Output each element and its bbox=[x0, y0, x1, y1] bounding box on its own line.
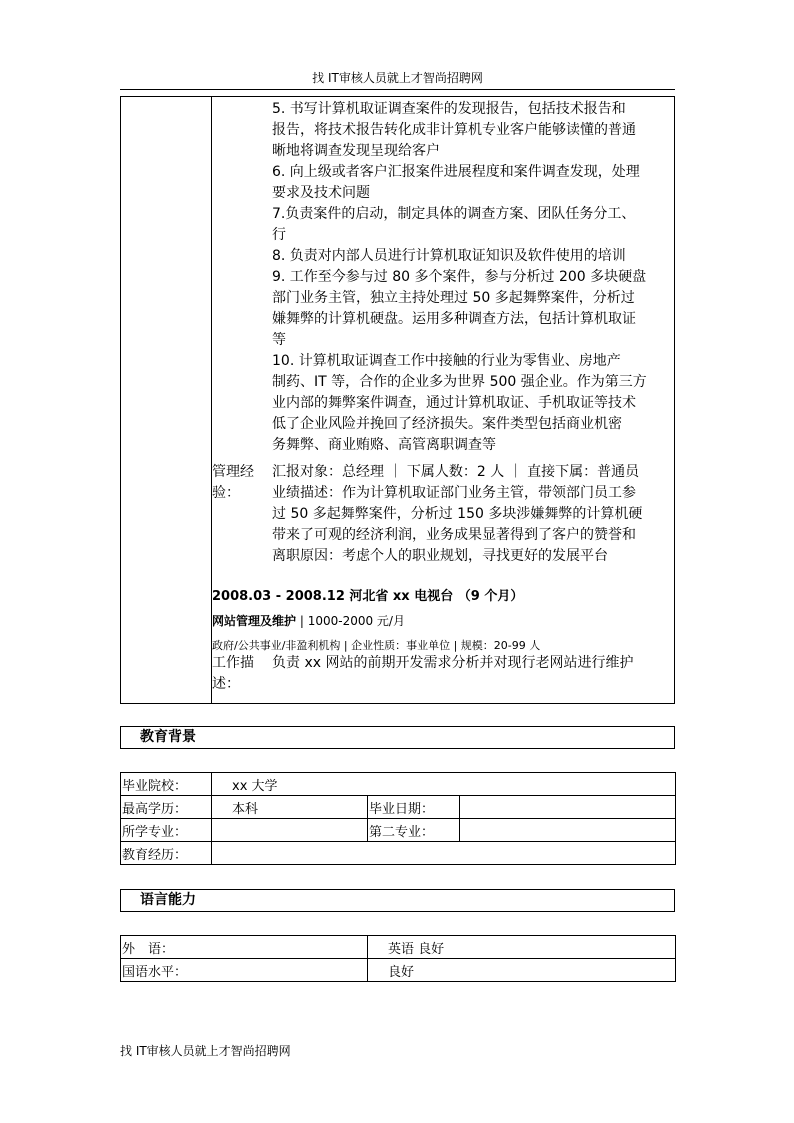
duty-line: 务舞弊、商业贿赂、高管离职调查等 bbox=[272, 437, 496, 453]
major-label: 所学专业： bbox=[121, 819, 212, 842]
management-line: 离职原因：考虑个人的职业规划，寻找更好的发展平台 bbox=[272, 548, 608, 564]
duty-line: 要求及技术问题 bbox=[272, 185, 370, 201]
duty-line: 业内部的舞弊案件调查，通过计算机取证、手机取证等技术 bbox=[272, 395, 636, 411]
management-label: 管理经 bbox=[212, 464, 254, 480]
table-row bbox=[121, 796, 676, 819]
second-major-label: 第二专业： bbox=[368, 819, 460, 842]
job-desc-label: 工作描 bbox=[212, 655, 254, 671]
work-experience-table bbox=[120, 96, 675, 704]
job-desc-label-cont: 述： bbox=[212, 676, 240, 692]
job-position bbox=[212, 612, 405, 629]
table-row bbox=[121, 819, 676, 842]
duty-line: 行 bbox=[272, 227, 286, 243]
table-row bbox=[121, 936, 676, 959]
language-section-title: 语言能力 bbox=[120, 889, 675, 912]
job-title: 2008.03 - 2008.12 河北省 xx 电视台 （9 个月） bbox=[212, 589, 524, 604]
duty-line: 9. 工作至今参与过 80 多个案件，参与分析过 200 多块硬盘 bbox=[272, 269, 647, 285]
education-section-title: 教育背景 bbox=[120, 726, 675, 749]
table-row bbox=[121, 959, 676, 982]
school-value: xx 大学 bbox=[212, 773, 676, 796]
language-table bbox=[120, 935, 676, 982]
degree-label: 最高学历： bbox=[121, 796, 212, 819]
job-desc: 负责 xx 网站的前期开发需求分析并对现行老网站进行维护 bbox=[272, 655, 634, 671]
foreign-language-value: 英语 良好 bbox=[368, 936, 676, 959]
grad-date-value bbox=[460, 796, 676, 819]
duty-line: 嫌舞弊的计算机硬盘。运用多种调查方法，包括计算机取证 bbox=[272, 311, 636, 327]
management-line: 带来了可观的经济利润，业务成果显著得到了客户的赞誉和 bbox=[272, 527, 636, 543]
duty-line: 8. 负责对内部人员进行计算机取证知识及软件使用的培训 bbox=[272, 248, 626, 264]
duty-line: 10. 计算机取证调查工作中接触的行业为零售业、房地产 bbox=[272, 353, 621, 369]
job-meta: 政府/公共事业/非盈利机构 | 企业性质：事业单位 | 规模：20-99 人 bbox=[212, 639, 541, 652]
major-value bbox=[212, 819, 368, 842]
duty-line: 晰地将调查发现呈现给客户 bbox=[272, 143, 440, 159]
salary: | 1000-2000 元/月 bbox=[299, 614, 405, 628]
duty-line: 报告，将技术报告转化成非计算机专业客户能够读懂的普通 bbox=[272, 122, 636, 138]
table-row bbox=[121, 773, 676, 796]
mandarin-value: 良好 bbox=[368, 959, 676, 982]
header-rule bbox=[120, 89, 675, 90]
history-label: 教育经历： bbox=[121, 842, 212, 865]
duty-line: 等 bbox=[272, 332, 286, 348]
school-label: 毕业院校： bbox=[121, 773, 212, 796]
management-line: 过 50 多起舞弊案件，分析过 150 多块涉嫌舞弊的计算机硬 bbox=[272, 506, 643, 522]
second-major-value bbox=[460, 819, 676, 842]
degree-value: 本科 bbox=[212, 796, 368, 819]
page-header: 找 IT审核人员就上才智尚招聘网 bbox=[312, 71, 483, 85]
page-footer: 找 IT审核人员就上才智尚招聘网 bbox=[120, 1044, 291, 1058]
duty-line: 低了企业风险并挽回了经济损失。案件类型包括商业机密 bbox=[272, 416, 622, 432]
management-label-cont: 验： bbox=[212, 485, 240, 501]
foreign-language-label: 外 语： bbox=[121, 936, 368, 959]
management-line: 汇报对象：总经理 ｜ 下属人数：2 人 ｜ 直接下属：普通员 bbox=[272, 464, 640, 480]
duty-line: 6. 向上级或者客户汇报案件进展程度和案件调查发现，处理 bbox=[272, 164, 640, 180]
duty-line: 7.负责案件的启动，制定具体的调查方案、团队任务分工、 bbox=[272, 206, 636, 222]
position-name: 网站管理及维护 bbox=[212, 614, 297, 628]
mandarin-label: 国语水平： bbox=[121, 959, 368, 982]
duty-line: 制药、IT 等，合作的企业多为世界 500 强企业。作为第三方 bbox=[272, 374, 647, 390]
grad-date-label: 毕业日期： bbox=[368, 796, 460, 819]
duty-line: 5. 书写计算机取证调查案件的发现报告，包括技术报告和 bbox=[272, 101, 626, 117]
education-table bbox=[120, 772, 676, 865]
table-row bbox=[121, 842, 676, 865]
duty-line: 部门业务主管，独立主持处理过 50 多起舞弊案件，分析过 bbox=[272, 290, 635, 306]
history-value bbox=[212, 842, 676, 865]
management-line: 业绩描述：作为计算机取证部门业务主管，带领部门员工参 bbox=[272, 485, 636, 501]
